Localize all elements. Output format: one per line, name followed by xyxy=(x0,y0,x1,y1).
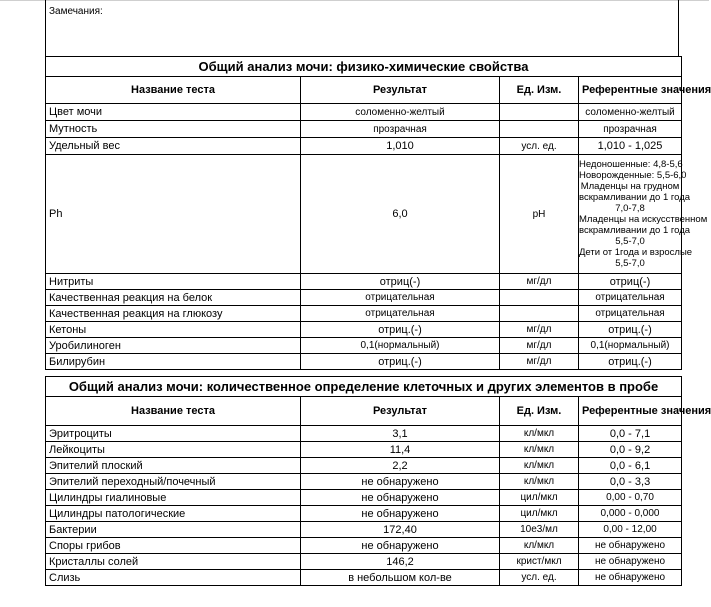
table-row xyxy=(46,121,682,138)
test-name: Качественная реакция на белок xyxy=(46,290,301,306)
test-unit: мг/дл xyxy=(500,274,579,290)
test-result: прозрачная xyxy=(301,121,500,138)
test-unit: крист/мкл xyxy=(500,554,579,570)
test-unit: цил/мкл xyxy=(500,490,579,506)
test-result: 172,40 xyxy=(301,522,500,538)
test-result: 11,4 xyxy=(301,442,500,458)
test-result: отриц.(-) xyxy=(301,354,500,370)
test-name: Удельный вес xyxy=(46,138,301,155)
test-name: Бактерии xyxy=(46,522,301,538)
ref-line: 5,5-7,0 xyxy=(615,258,645,269)
table-row xyxy=(46,474,682,490)
test-result: не обнаружено xyxy=(301,490,500,506)
report-page xyxy=(45,0,711,607)
test-ref: отрицательная xyxy=(579,290,682,306)
test-result: не обнаружено xyxy=(301,506,500,522)
col-header-unit: Ед. Изм. xyxy=(500,77,579,104)
test-result: отрицательная xyxy=(301,290,500,306)
test-ref: 0,0 - 6,1 xyxy=(579,458,682,474)
table-row xyxy=(46,426,682,442)
section2-title: Общий анализ мочи: количественное определение клеточных и других элементов в пробе xyxy=(46,377,682,397)
table-row xyxy=(46,458,682,474)
test-unit: кл/мкл xyxy=(500,442,579,458)
test-result: отрицательная xyxy=(301,306,500,322)
test-result: 6,0 xyxy=(301,155,500,274)
test-ref: 0,000 - 0,000 xyxy=(579,506,682,522)
test-name: Мутность xyxy=(46,121,301,138)
test-name: Билирубин xyxy=(46,354,301,370)
test-name: Эпителий переходный/почечный xyxy=(46,474,301,490)
test-result: 2,2 xyxy=(301,458,500,474)
table-row xyxy=(46,354,682,370)
test-ref: 0,0 - 7,1 xyxy=(579,426,682,442)
table-row xyxy=(46,490,682,506)
test-result: в небольшом кол-ве xyxy=(301,570,500,586)
test-name: Споры грибов xyxy=(46,538,301,554)
test-ref: 0,00 - 12,00 xyxy=(579,522,682,538)
test-ref: 0,1(нормальный) xyxy=(579,338,682,354)
test-result: 3,1 xyxy=(301,426,500,442)
test-ref: не обнаружено xyxy=(579,570,682,586)
col-header-name: Название теста xyxy=(46,77,301,104)
test-unit xyxy=(500,306,579,322)
test-result: соломенно-желтый xyxy=(301,104,500,121)
ref-line: Недоношенные: 4,8-5,6 xyxy=(579,159,683,170)
test-ref: не обнаружено xyxy=(579,554,682,570)
test-result: 0,1(нормальный) xyxy=(301,338,500,354)
test-name: Кристаллы солей xyxy=(46,554,301,570)
test-ref: 0,0 - 3,3 xyxy=(579,474,682,490)
test-result: не обнаружено xyxy=(301,474,500,490)
test-unit xyxy=(500,290,579,306)
test-unit: усл. ед. xyxy=(500,138,579,155)
table-row xyxy=(46,306,682,322)
col-header-unit: Ед. Изм. xyxy=(500,397,579,426)
ref-line: Младенцы на искусственном xyxy=(579,214,708,225)
ref-line: вскрамливании до 1 года xyxy=(579,192,691,203)
test-unit: усл. ед. xyxy=(500,570,579,586)
test-ref: соломенно-желтый xyxy=(579,104,682,121)
table-row xyxy=(46,322,682,338)
test-ref: отриц.(-) xyxy=(579,322,682,338)
ref-line: 5,5-7,0 xyxy=(615,236,645,247)
test-result: 146,2 xyxy=(301,554,500,570)
test-unit: мг/дл xyxy=(500,338,579,354)
test-unit: мг/дл xyxy=(500,322,579,338)
table-row xyxy=(46,506,682,522)
test-name: Нитриты xyxy=(46,274,301,290)
test-unit: мг/дл xyxy=(500,354,579,370)
table-row xyxy=(46,104,682,121)
test-result: 1,010 xyxy=(301,138,500,155)
test-ref: 1,010 - 1,025 xyxy=(579,138,682,155)
test-result: отриц(-) xyxy=(301,274,500,290)
test-name: Лейкоциты xyxy=(46,442,301,458)
physchem-table xyxy=(45,56,711,370)
table-row xyxy=(46,274,682,290)
table-row xyxy=(46,554,682,570)
test-name: Качественная реакция на глюкозу xyxy=(46,306,301,322)
col-header-result: Результат xyxy=(301,77,500,104)
col-header-ref: Референтные значения xyxy=(579,397,682,426)
test-name: Кетоны xyxy=(46,322,301,338)
test-unit xyxy=(500,121,579,138)
notes-label: Замечания: xyxy=(49,6,103,17)
ref-line: 7,0-7,8 xyxy=(615,203,645,214)
section1-title: Общий анализ мочи: физико-химические свойства xyxy=(46,57,682,77)
test-ref-ph xyxy=(579,155,708,274)
test-unit xyxy=(500,104,579,121)
test-ref: 0,00 - 0,70 xyxy=(579,490,682,506)
test-unit: 10е3/мл xyxy=(500,522,579,538)
table-row xyxy=(46,538,682,554)
notes-box xyxy=(45,0,679,56)
table-row xyxy=(46,570,682,586)
table-row xyxy=(46,155,682,274)
test-unit: кл/мкл xyxy=(500,458,579,474)
test-ref: отриц.(-) xyxy=(579,354,682,370)
test-name: Цилиндры гиалиновые xyxy=(46,490,301,506)
test-name: Эритроциты xyxy=(46,426,301,442)
test-unit: кл/мкл xyxy=(500,474,579,490)
test-name: Эпителий плоский xyxy=(46,458,301,474)
table-row xyxy=(46,522,682,538)
ref-line: Младенцы на грудном xyxy=(580,181,680,192)
test-name: Ph xyxy=(46,155,301,274)
table-row xyxy=(46,290,682,306)
cells-table xyxy=(45,376,711,586)
test-ref: отриц(-) xyxy=(579,274,682,290)
test-unit: кл/мкл xyxy=(500,426,579,442)
test-ref: отрицательная xyxy=(579,306,682,322)
test-ref: 0,0 - 9,2 xyxy=(579,442,682,458)
table-row xyxy=(46,442,682,458)
test-name: Цилиндры патологические xyxy=(46,506,301,522)
test-ref: прозрачная xyxy=(579,121,682,138)
col-header-name: Название теста xyxy=(46,397,301,426)
test-unit: pH xyxy=(500,155,579,274)
ref-line: Дети от 1года и взрослые xyxy=(579,247,693,258)
test-unit: кл/мкл xyxy=(500,538,579,554)
ref-line: Новорожденные: 5,5-6,0 xyxy=(579,170,687,181)
col-header-ref: Референтные значения xyxy=(579,77,682,104)
test-name: Уробилиноген xyxy=(46,338,301,354)
table-row xyxy=(46,338,682,354)
test-unit: цил/мкл xyxy=(500,506,579,522)
col-header-result: Результат xyxy=(301,397,500,426)
test-ref: не обнаружено xyxy=(579,538,682,554)
test-name: Слизь xyxy=(46,570,301,586)
test-result: отриц.(-) xyxy=(301,322,500,338)
test-result: не обнаружено xyxy=(301,538,500,554)
table-row xyxy=(46,138,682,155)
test-name: Цвет мочи xyxy=(46,104,301,121)
ref-line: вскрамливании до 1 года xyxy=(579,225,691,236)
